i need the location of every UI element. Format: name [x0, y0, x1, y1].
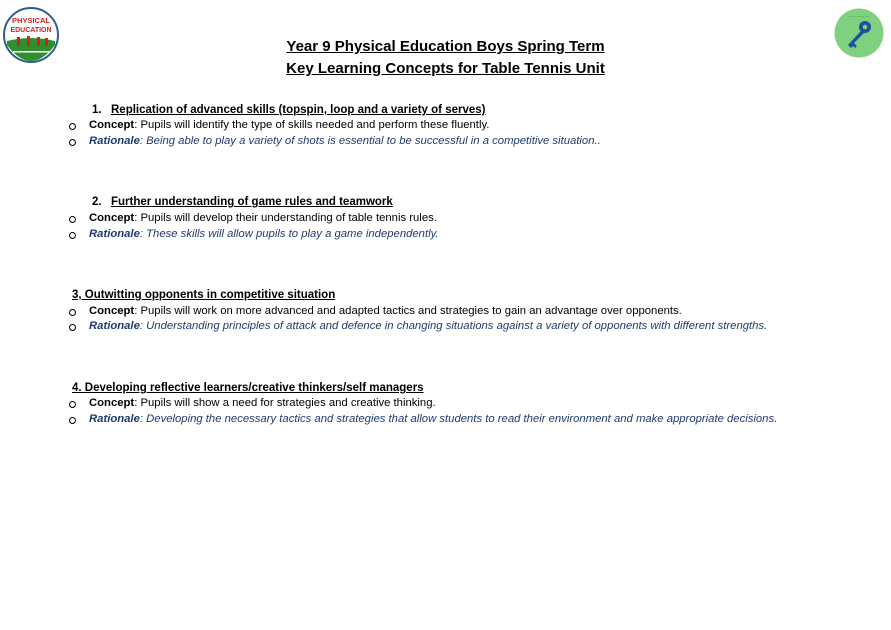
section-3-rationale [89, 319, 767, 333]
bullet-icon [69, 232, 76, 239]
concept-label: Concept [89, 305, 135, 317]
section-4-concept [89, 396, 436, 410]
rationale-text: : Developing the necessary tactics and strategies that allow students to read their environment and make appropriate decisions. [139, 413, 778, 425]
concept-text: : Pupils will work on more advanced and adapted tactics and strategies to gain an advantage over opponents. [134, 305, 682, 317]
svg-text:~~~~~~~~: ~~~~~~~~ [848, 15, 870, 19]
rationale-label: Rationale [89, 135, 140, 147]
bullet-icon [69, 123, 76, 130]
bullet-icon [69, 309, 76, 316]
rationale-text: : Being able to play a variety of shots is essential to be successful in a competitive situation.. [139, 135, 601, 147]
section-4-rationale [89, 412, 777, 426]
concept-label: Concept [89, 397, 135, 409]
section-2-number: 2. [92, 196, 102, 208]
section-1-concept [89, 118, 489, 132]
section-3-concept [89, 304, 682, 318]
page-subtitle: Key Learning Concepts for Table Tennis Unit [286, 60, 605, 77]
rationale-label: Rationale [89, 413, 140, 425]
section-4-heading: 4. Developing reflective learners/creative thinkers/self managers [72, 382, 424, 394]
bullet-icon [69, 324, 76, 331]
rationale-text: : These skills will allow pupils to play a game independently. [139, 228, 439, 240]
section-1-heading: Replication of advanced skills (topspin, loop and a variety of serves) [111, 104, 486, 116]
logo-text-education: EDUCATION [10, 27, 52, 34]
rationale-label: Rationale [89, 320, 140, 332]
bullet-icon [69, 417, 76, 424]
bullet-icon [69, 216, 76, 223]
logo-text-physical: PHYSICAL [12, 16, 50, 25]
bullet-icon [69, 139, 76, 146]
concept-text: : Pupils will develop their understanding of table tennis rules. [134, 212, 437, 224]
section-2-heading: Further understanding of game rules and teamwork [111, 196, 393, 208]
bullet-icon [69, 401, 76, 408]
section-1-number: 1. [92, 104, 102, 116]
rationale-text: : Understanding principles of attack and defence in changing situations against a variety of opponents with different strengths. [139, 320, 768, 332]
concept-label: Concept [89, 119, 135, 131]
section-3-heading: 3, Outwitting opponents in competitive situation [72, 289, 336, 301]
section-2-concept [89, 211, 437, 225]
rationale-label: Rationale [89, 228, 140, 240]
concept-text: : Pupils will identify the type of skills needed and perform these fluently. [134, 119, 490, 131]
concept-text: : Pupils will show a need for strategies and creative thinking. [134, 397, 436, 409]
section-1-rationale [89, 134, 601, 148]
concept-label: Concept [89, 212, 135, 224]
page-title: Year 9 Physical Education Boys Spring Term [286, 38, 605, 55]
section-2-rationale [89, 227, 439, 241]
